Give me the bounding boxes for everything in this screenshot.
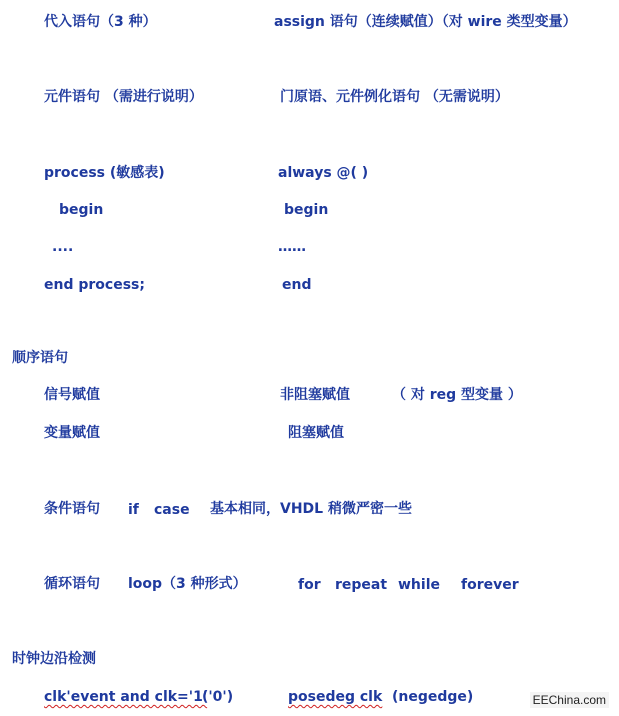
variable-assign-verilog: 阻塞赋值 (288, 425, 344, 441)
variable-assign-vhdl: 变量赋值 (44, 425, 100, 441)
code-vhdl-line-2: begin (59, 202, 104, 218)
code-verilog-line-4: end (282, 277, 312, 293)
conditional-if: if (128, 502, 139, 518)
clock-verilog-alt: (negedge) (392, 689, 474, 705)
code-vhdl-line-1: process (敏感表) (44, 165, 165, 181)
signal-assign-vhdl: 信号赋值 (44, 387, 100, 403)
loop-keyword-forever: forever (461, 577, 519, 593)
watermark: EEChina.com (530, 692, 609, 708)
clock-vhdl-alt: ('0') (202, 689, 234, 705)
code-verilog-line-2: begin (284, 202, 329, 218)
concurrent-assign-vhdl: 代入语句（3 种） (44, 14, 157, 30)
conditional-label: 条件语句 (44, 501, 100, 517)
loop-keyword-repeat: repeat (335, 577, 388, 593)
loop-keyword-for: for (298, 577, 321, 593)
clock-heading: 时钟边沿检测 (12, 651, 96, 667)
code-verilog-line-1: always @( ) (278, 165, 369, 181)
code-verilog-line-3: …… (278, 239, 306, 255)
code-vhdl-line-4: end process; (44, 277, 145, 293)
sequential-heading: 顺序语句 (12, 350, 68, 366)
component-statement-verilog: 门原语、元件例化语句 （无需说明） (280, 89, 509, 105)
clock-verilog-expression: posedeg clk (288, 689, 383, 705)
loop-vhdl: loop（3 种形式） (128, 576, 247, 592)
concurrent-assign-verilog: assign 语句（连续赋值）（对 wire 类型变量） (274, 14, 577, 30)
signal-assign-note: （ 对 reg 型变量 ） (392, 387, 522, 403)
loop-label: 循环语句 (44, 576, 100, 592)
loop-keyword-while: while (398, 577, 440, 593)
code-vhdl-line-3: .... (52, 239, 74, 255)
clock-vhdl-expression: clk'event and clk='1' (44, 689, 208, 705)
component-statement-vhdl: 元件语句 （需进行说明） (44, 89, 203, 105)
signal-assign-verilog: 非阻塞赋值 (280, 387, 350, 403)
conditional-case: case (154, 502, 190, 518)
conditional-note: 基本相同，VHDL 稍微严密一些 (210, 501, 412, 517)
